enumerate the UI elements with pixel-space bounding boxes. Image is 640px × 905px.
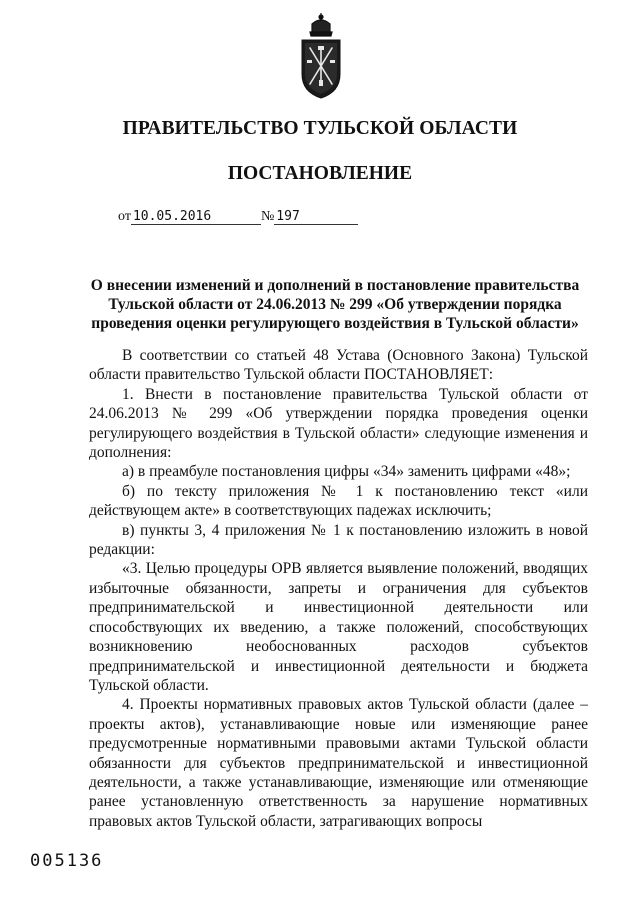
- coat-of-arms-icon: [298, 12, 344, 100]
- paragraph: «3. Целью процедуры ОРВ является выявление положений, вводящих избыточные обязанности, запреты и ограничения для субъектов предпринимательской и инвестиционной деятельности или способствующих их введению, а также положений, способствующих возникновению необоснованных расходов субъектов предпринимательской и инвестиционной деятельности и бюджета Тульской области.: [89, 560, 588, 694]
- serial-number: 005136: [30, 851, 104, 871]
- document-date: 10.05.2016: [131, 209, 261, 225]
- paragraph: 4. Проекты нормативных правовых актов Тульской области (далее – проекты актов), устанавливающие новые или изменяющие ранее предусмотренные нормативными правовыми актами Тульской области обязанности для субъектов предпринимательской и инвестиционной деятельности, а также устанавливающие, изменяющие или отменяющие ранее установленную ответственность за нарушение нормативных правовых актов Тульской области, затрагивающих вопросы: [89, 696, 588, 830]
- paragraph: б) по тексту приложения № 1 к постановлению текст «или действующем акте» в соответствующих падежах исключить;: [89, 482, 588, 520]
- paragraph: 1. Внести в постановление правительства Тульской области от 24.06.2013 № 299 «Об утверждении порядка проведения оценки регулирующего воздействия в Тульской области» следующие изменения и дополнения:: [89, 385, 588, 462]
- document-number: 197: [274, 209, 358, 225]
- document-type: ПОСТАНОВЛЕНИЕ: [227, 163, 413, 184]
- document-body: [89, 346, 588, 831]
- document-subject: О внесении изменений и дополнений в постановление правительства Тульской области от 24.06.2013 № 299 «Об утверждении порядка проведения оценки регулирующего воздействия в Тульской области»: [90, 277, 580, 332]
- paragraph: в) пункты 3, 4 приложения № 1 к постановлению изложить в новой редакции:: [89, 521, 588, 559]
- number-prefix: №: [260, 209, 275, 224]
- paragraph: В соответствии со статьей 48 Устава (Основного Закона) Тульской области правительство Тульской области ПОСТАНОВЛЯЕТ:: [89, 347, 588, 384]
- paragraph: а) в преамбуле постановления цифры «34» заменить цифрами «48»;: [122, 463, 571, 481]
- organization-title: ПРАВИТЕЛЬСТВО ТУЛЬСКОЙ ОБЛАСТИ: [122, 118, 518, 139]
- date-number-line: [118, 209, 358, 225]
- date-prefix: от: [118, 209, 131, 224]
